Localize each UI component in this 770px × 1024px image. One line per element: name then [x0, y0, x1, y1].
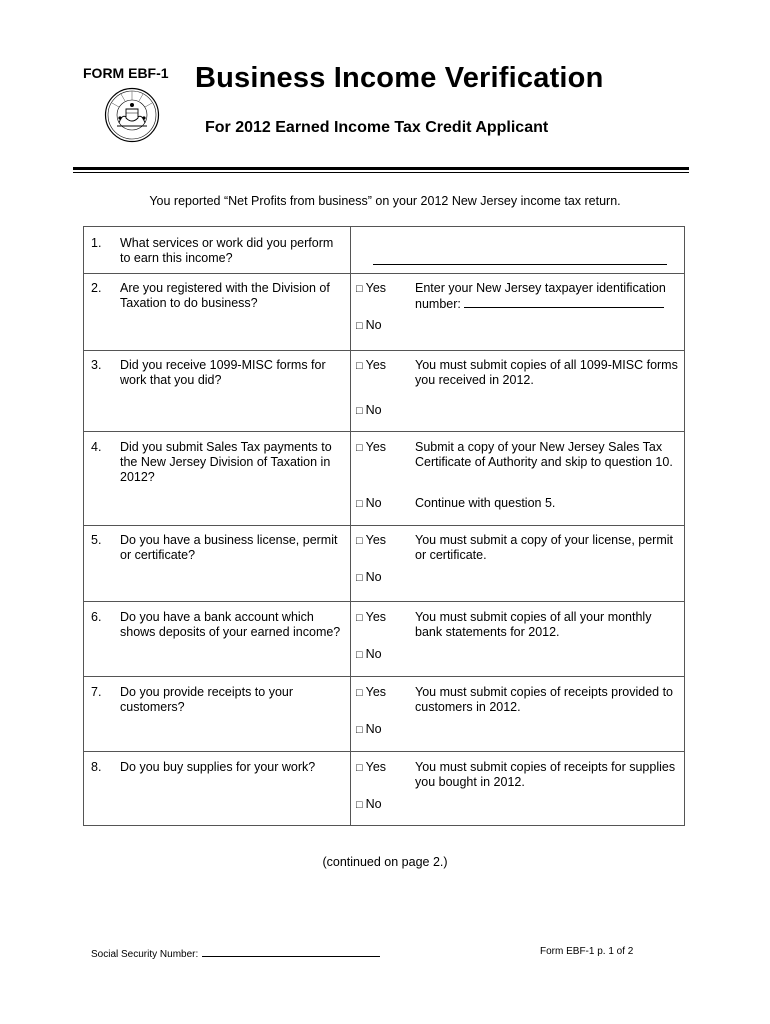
no-checkbox[interactable]: □ No: [356, 496, 382, 510]
no-checkbox[interactable]: □ No: [356, 647, 382, 661]
header-divider: [73, 167, 689, 170]
yes-instruction: You must submit copies of receipts for supplies you bought in 2012.: [415, 760, 676, 789]
checkbox-icon: □: [356, 360, 363, 372]
checkbox-icon: □: [356, 799, 363, 811]
page-title: Business Income Verification: [195, 62, 604, 94]
continued-note: (continued on page 2.): [322, 855, 448, 869]
page-subtitle: For 2012 Earned Income Tax Credit Applicant: [205, 119, 549, 136]
checkbox-icon: □: [356, 320, 363, 332]
checkbox-icon: □: [356, 442, 363, 454]
no-checkbox[interactable]: □ No: [356, 318, 382, 332]
question-row-1: [84, 227, 684, 274]
question-number: 8.: [91, 760, 102, 774]
yes-checkbox[interactable]: □ Yes: [356, 533, 387, 547]
intro-text: You reported “Net Profits from business” on your 2012 New Jersey income tax return.: [149, 194, 621, 208]
question-text: Are you registered with the Division of Taxation to do business?: [120, 281, 330, 310]
checkbox-icon: □: [356, 498, 363, 510]
yes-instruction: Submit a copy of your New Jersey Sales Tax Certificate of Authority and skip to question 10.: [415, 440, 673, 469]
question-text: Did you submit Sales Tax payments to the New Jersey Division of Taxation in 2012?: [120, 440, 332, 484]
checkbox-icon: □: [356, 405, 363, 417]
yes-instruction: You must submit copies of receipts provided to customers in 2012.: [415, 685, 674, 714]
checkbox-icon: □: [356, 535, 363, 547]
yes-checkbox[interactable]: □ Yes: [356, 610, 387, 624]
question-number: 7.: [91, 685, 102, 699]
state-seal-icon: [104, 87, 160, 143]
yes-instruction: You must submit a copy of your license, permit or certificate.: [415, 533, 673, 562]
question-row-8: [84, 751, 684, 827]
question-text: What services or work did you perform to earn this income?: [120, 236, 334, 265]
no-checkbox[interactable]: □ No: [356, 570, 382, 584]
question-text: Did you receive 1099-MISC forms for work that you did?: [120, 358, 326, 387]
question-row-5: [84, 525, 684, 602]
question-row-3: [84, 350, 684, 432]
checkbox-icon: □: [356, 649, 363, 661]
yes-checkbox[interactable]: □ Yes: [356, 440, 387, 454]
question-row-4: [84, 431, 684, 526]
no-instruction: Continue with question 5.: [415, 496, 556, 510]
question-text: Do you have a bank account which shows deposits of your earned income?: [120, 610, 341, 639]
yes-instruction: You must submit copies of all 1099-MISC forms you received in 2012.: [415, 358, 678, 387]
question-row-2: [84, 273, 684, 351]
question-number: 4.: [91, 440, 102, 454]
question-number: 3.: [91, 358, 102, 372]
yes-instruction: You must submit copies of all your monthly bank statements for 2012.: [415, 610, 652, 639]
page-number: Form EBF-1 p. 1 of 2: [540, 946, 634, 957]
question-text: Do you have a business license, permit or certificate?: [120, 533, 338, 562]
ssn-field: [91, 946, 380, 960]
services-answer-line[interactable]: [373, 264, 667, 265]
question-row-6: [84, 601, 684, 677]
checkbox-icon: □: [356, 283, 363, 295]
yes-instruction: Enter your New Jersey taxpayer identification number:: [415, 281, 666, 311]
questions-table: [83, 226, 685, 826]
checkbox-icon: □: [356, 724, 363, 736]
checkbox-icon: □: [356, 572, 363, 584]
form-id: FORM EBF-1: [83, 65, 169, 81]
no-checkbox[interactable]: □ No: [356, 403, 382, 417]
yes-checkbox[interactable]: □ Yes: [356, 685, 387, 699]
checkbox-icon: □: [356, 762, 363, 774]
yes-checkbox[interactable]: □ Yes: [356, 281, 387, 295]
yes-checkbox[interactable]: □ Yes: [356, 760, 387, 774]
taxpayer-id-line[interactable]: [464, 296, 664, 308]
no-checkbox[interactable]: □ No: [356, 722, 382, 736]
checkbox-icon: □: [356, 687, 363, 699]
question-text: Do you provide receipts to your customers?: [120, 685, 294, 714]
checkbox-icon: □: [356, 612, 363, 624]
question-row-7: [84, 676, 684, 752]
question-text: Do you buy supplies for your work?: [120, 760, 316, 774]
yes-checkbox[interactable]: □ Yes: [356, 358, 387, 372]
ssn-label: Social Security Number:: [91, 949, 199, 960]
question-number: 6.: [91, 610, 102, 624]
no-checkbox[interactable]: □ No: [356, 797, 382, 811]
header-divider-thin: [73, 172, 689, 173]
ssn-input-line[interactable]: [202, 946, 380, 957]
question-number: 2.: [91, 281, 102, 295]
question-number: 5.: [91, 533, 102, 547]
question-number: 1.: [91, 236, 102, 250]
